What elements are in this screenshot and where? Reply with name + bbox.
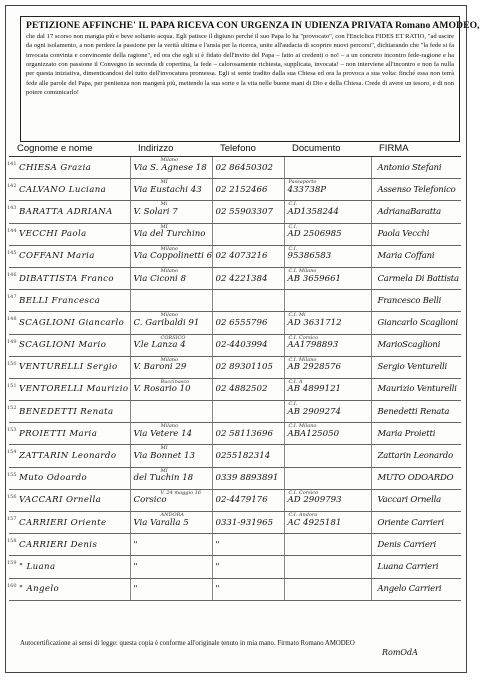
phone-cell [212, 179, 284, 201]
table-row [9, 467, 461, 489]
name-cell [9, 534, 130, 556]
table-row [9, 378, 461, 400]
signature-cell [371, 356, 461, 378]
document-number [285, 473, 288, 483]
signer-name: BENEDETTI Renata [19, 406, 114, 417]
row-number: 141 [7, 161, 17, 167]
table-row [9, 267, 461, 289]
signature-table [9, 142, 461, 601]
address-cell [130, 423, 212, 445]
column-header: FIRMA [371, 142, 461, 157]
signer-name: CARRIERI Denis [19, 539, 98, 550]
table-row [9, 423, 461, 445]
document-cell [284, 423, 371, 445]
signature-cell [371, 578, 461, 600]
document-number: 95386583 [287, 251, 332, 262]
signer-name: BELLI Francesca [19, 295, 101, 306]
address-street: " [133, 561, 138, 572]
phone-number: 02 4221384 [215, 273, 268, 284]
name-cell [9, 445, 130, 467]
address-street: Via Eustachi 43 [133, 184, 202, 195]
phone-number: 02-4479176 [215, 495, 268, 506]
phone-cell [212, 245, 284, 267]
name-cell [9, 201, 130, 223]
handwritten-signature: Assenso Telefonico [377, 184, 456, 195]
row-number: 158 [7, 538, 17, 545]
phone-cell [212, 334, 284, 356]
phone-number: 0331-931965 [215, 517, 274, 528]
table-row [9, 578, 461, 600]
phone-number: 02 4073216 [215, 251, 268, 262]
address-street: Via Ciconi 8 [133, 273, 186, 284]
row-number: 150 [7, 360, 17, 367]
signature-cell [371, 378, 461, 400]
row-number: 144 [7, 227, 17, 234]
document-cell [284, 467, 371, 489]
name-cell [9, 312, 130, 334]
handwritten-signature: Francesco Belli [377, 295, 442, 306]
document-number: AC 4925181 [287, 517, 342, 528]
document-cell [284, 312, 371, 334]
phone-number: 0255182314 [215, 451, 271, 462]
row-number: 143 [7, 205, 17, 212]
address-street: Via S. Agnese 18 [133, 162, 207, 173]
handwritten-signature: Vaccari Ornella [377, 495, 442, 506]
name-cell [9, 556, 130, 578]
signer-name: " Luana [19, 561, 56, 572]
row-number: 155 [7, 471, 17, 478]
document-number [285, 562, 288, 572]
handwritten-signature: Paola Vecchi [377, 229, 430, 240]
footer-signature: RomOdA [382, 648, 418, 657]
handwritten-signature: Oriente Carrieri [377, 517, 444, 528]
table-row [9, 245, 461, 267]
phone-cell [212, 467, 284, 489]
signer-name: Muto Odoardo [19, 473, 88, 484]
address-street: " [133, 584, 138, 595]
address-cell [130, 401, 212, 423]
row-number: 147 [7, 294, 17, 301]
row-number: 145 [7, 249, 17, 256]
table-row [9, 179, 461, 201]
address-cell [130, 489, 212, 511]
table-header-row [9, 142, 461, 157]
signer-name: " Angelo [19, 584, 60, 595]
document-cell [284, 290, 371, 312]
address-city: Milano [160, 423, 179, 430]
column-header: Documento [284, 142, 371, 157]
table-row [9, 445, 461, 467]
document-number: AD1358244 [287, 206, 339, 217]
phone-cell [212, 201, 284, 223]
name-cell [9, 489, 130, 511]
signature-cell [371, 201, 461, 223]
signer-name: SCAGLIONI Mario [19, 340, 107, 351]
address-street: Via Vetere 14 [133, 428, 193, 439]
name-cell [9, 290, 130, 312]
phone-cell [212, 534, 284, 556]
document-cell [284, 245, 371, 267]
signer-name: DIBATTISTA Franco [19, 273, 114, 284]
address-street: V. Solari 7 [133, 206, 178, 217]
document-type: C.I. Corsico [288, 489, 319, 496]
phone-number [213, 407, 216, 417]
address-city: MI [160, 467, 168, 474]
handwritten-signature: MUTO ODOARDO [377, 473, 454, 484]
document-number [285, 163, 288, 173]
address-city: MI [160, 445, 168, 452]
handwritten-signature: Angelo Carrieri [377, 584, 442, 595]
address-street: V.le Lanza 4 [133, 340, 186, 351]
signer-name: CHIESA Grazia [19, 162, 92, 173]
address-cell [130, 512, 212, 534]
address-cell [130, 201, 212, 223]
table-row [9, 512, 461, 534]
document-number: AD 2506985 [287, 229, 342, 240]
address-cell [130, 245, 212, 267]
handwritten-signature: Antonio Stefani [377, 162, 442, 173]
document-number: AD 2909793 [287, 495, 342, 506]
name-cell [9, 157, 130, 179]
address-street: " [133, 539, 138, 550]
document-cell [284, 445, 371, 467]
document-type: C.I. Milano [288, 356, 317, 363]
address-street: del Tuchin 18 [133, 473, 194, 484]
signature-cell [371, 423, 461, 445]
column-header: Indirizzo [130, 142, 212, 157]
phone-number: " [215, 561, 220, 572]
row-number: 142 [7, 183, 17, 190]
phone-cell [212, 556, 284, 578]
row-number: 148 [7, 316, 17, 323]
address-city: CORSICO [160, 334, 186, 341]
address-cell [130, 334, 212, 356]
phone-cell [212, 223, 284, 245]
document-cell [284, 223, 371, 245]
document-number [285, 540, 288, 550]
document-type: C.I. A [288, 378, 303, 385]
column-header: Telefono [212, 142, 284, 157]
row-number: 146 [7, 271, 17, 278]
name-cell [9, 245, 130, 267]
handwritten-signature: Denis Carrieri [377, 539, 437, 550]
signer-name: CARRIERI Oriente [19, 517, 107, 528]
address-cell [130, 534, 212, 556]
table-row [9, 223, 461, 245]
phone-cell [212, 489, 284, 511]
document-number: AD 3631712 [287, 317, 342, 328]
document-number: 433738P [287, 184, 327, 195]
address-cell [130, 267, 212, 289]
handwritten-signature: AdrianaBaratta [377, 206, 442, 217]
phone-number: 02 86450302 [215, 162, 273, 173]
signature-cell [371, 312, 461, 334]
address-cell [130, 445, 212, 467]
signature-cell [371, 267, 461, 289]
signature-cell [371, 157, 461, 179]
signer-name: VECCHI Paola [19, 229, 87, 240]
phone-number: " [215, 539, 220, 550]
signature-cell [371, 223, 461, 245]
signature-cell [371, 534, 461, 556]
phone-number: " [215, 584, 220, 595]
document-cell [284, 534, 371, 556]
handwritten-signature: Sergio Venturelli [377, 362, 447, 373]
table-row [9, 157, 461, 179]
address-street: Via del Turchino [133, 229, 206, 240]
document-cell [284, 334, 371, 356]
address-city: Milano [160, 312, 179, 319]
handwritten-signature: Giancarlo Scaglioni [377, 317, 459, 328]
phone-cell [212, 290, 284, 312]
document-cell [284, 179, 371, 201]
address-city: V. 24 maggio 16 [160, 489, 202, 496]
signer-name: PROIETTI Maria [19, 428, 98, 439]
phone-number: 02 58113696 [215, 428, 273, 439]
handwritten-signature: Maurizio Venturelli [377, 384, 457, 395]
document-number: AB 2928576 [287, 362, 342, 373]
table-row [9, 356, 461, 378]
table-row [9, 201, 461, 223]
document-type: C.I. Andora [288, 512, 318, 518]
address-cell [130, 556, 212, 578]
address-cell [130, 467, 212, 489]
document-number: AB 3659661 [287, 273, 342, 284]
handwritten-signature: Carmela Di Battista [377, 273, 459, 284]
address-street [131, 296, 134, 306]
table-row [9, 334, 461, 356]
address-street: Corsico [133, 495, 167, 506]
phone-number [213, 229, 216, 239]
document-type: C.I. Mi [288, 312, 306, 319]
address-city: MI [160, 179, 168, 186]
phone-cell [212, 267, 284, 289]
document-type: C.I. Milano [288, 423, 317, 430]
address-cell [130, 223, 212, 245]
table-row [9, 534, 461, 556]
signature-cell [371, 245, 461, 267]
address-street [131, 407, 134, 417]
row-number: 160 [7, 582, 17, 589]
signer-name: VENTORELLI Maurizio [19, 384, 129, 395]
address-street: Via Varalla 5 [133, 517, 189, 528]
name-cell [9, 267, 130, 289]
address-city: Milano [160, 245, 179, 252]
handwritten-signature: Benedetti Renata [377, 406, 450, 417]
handwritten-signature: Maria Coffani [377, 251, 435, 262]
handwritten-signature: Maria Proietti [377, 428, 436, 439]
petition-title: PETIZIONE AFFINCHE' IL PAPA RICEVA CON URGENZA IN UDIENZA PRIVATA Romano AMODEO, [26, 20, 480, 31]
footer-note: Autocertificazione ai sensi di legge: questa copia è conforme all'originale tenuto in mia mano. Firmato Romano AMODEO [20, 640, 355, 647]
document-cell [284, 267, 371, 289]
signature-cell [371, 445, 461, 467]
table-row [9, 401, 461, 423]
phone-number: 02 89301105 [215, 362, 273, 373]
name-cell [9, 378, 130, 400]
document-type: C.I. [288, 245, 298, 252]
name-cell [9, 334, 130, 356]
name-cell [9, 512, 130, 534]
petition-text-box [20, 16, 480, 142]
signature-cell [371, 179, 461, 201]
document-cell [284, 578, 371, 600]
document-type: C.I. Milano [288, 267, 317, 274]
signer-name: SCAGLIONI Giancarlo [19, 317, 125, 328]
phone-number: 02 55903307 [215, 206, 273, 217]
row-number: 159 [7, 560, 17, 567]
phone-cell [212, 423, 284, 445]
document-type: C.I. Corsico [288, 334, 319, 341]
signature-cell [371, 467, 461, 489]
handwritten-signature: MarioScaglioni [377, 340, 441, 351]
document-number: ABA125050 [287, 428, 340, 439]
address-cell [130, 157, 212, 179]
phone-cell [212, 356, 284, 378]
address-city: Milano [160, 356, 179, 363]
name-cell [9, 179, 130, 201]
signer-name: CALVANO Luciana [19, 184, 107, 195]
phone-number: 0339 8893891 [215, 473, 279, 484]
row-number: 149 [7, 338, 17, 345]
phone-number: 02-4403994 [215, 340, 268, 351]
document-cell [284, 356, 371, 378]
phone-number: 02 2152466 [215, 184, 268, 195]
address-street: Via Bonnet 13 [133, 451, 195, 462]
address-street: C. Garibaldi 91 [133, 317, 200, 328]
phone-cell [212, 512, 284, 534]
name-cell [9, 223, 130, 245]
signature-cell [371, 489, 461, 511]
signer-name: COFFANI Maria [19, 251, 95, 262]
document-number [285, 584, 288, 594]
signature-cell [371, 512, 461, 534]
phone-cell [212, 157, 284, 179]
signer-name: BARATTA ADRIANA [19, 206, 113, 217]
handwritten-signature: Luana Carrieri [377, 561, 439, 572]
name-cell [9, 423, 130, 445]
document-type: C.I. [288, 401, 298, 408]
document-cell [284, 556, 371, 578]
phone-cell [212, 445, 284, 467]
document-cell [284, 401, 371, 423]
address-city: MI [160, 223, 168, 230]
address-city: ANDORA [160, 512, 184, 518]
name-cell [9, 401, 130, 423]
row-number: 152 [7, 405, 17, 412]
address-cell [130, 179, 212, 201]
petition-body: che dal 17 scorso non mangia più e beve soltanto acqua. Egli patisce il digiuno perché il suo Papa lo ha "provocato", con l'Enciclica FIDES ET RATIO, "ad uscire da ogni isolamento, a non perdere la passione per la verità ultima e l'ansia per la ricerca, unite all'audacia di scoprire nuovi percorsi", dichiarando che "la fede si fa invocata convinta e convincente della ragione", ed ora che egli si è fidato dell'invito del Papa – fatto ai credenti o no! – a un concreto incontro fede-ragione e ha organizzato con passione il Convegno in seconda di copertina, la fede – calorosamente richiesta, supplicata, invocata! – non interviene all'incontro e non fa nulla per questa iniziativa, dimenticandosi del tutto dell'invocatura promessa. Egli si sente tradito dalla sua Chiesa ed ora la provoca a sua volta: finché essa non terrà fede alle parole del Papa, per penitenza non mangerà più, mettendo la sua sorte e la vita nelle buone mani di Dio e della Chiesa. Crede di avere un tesoro, e di non potere comunicarlo! [26, 33, 454, 97]
signature-cell [371, 401, 461, 423]
name-cell [9, 467, 130, 489]
address-cell [130, 356, 212, 378]
row-number: 154 [7, 449, 17, 456]
row-number: 153 [7, 427, 17, 434]
phone-cell [212, 378, 284, 400]
row-number: 151 [7, 382, 17, 389]
name-cell [9, 578, 130, 600]
phone-cell [212, 578, 284, 600]
address-city: Milano [160, 157, 179, 163]
address-street: V. Baroni 29 [133, 362, 187, 373]
document-type: C.I. [288, 223, 298, 230]
name-cell [9, 356, 130, 378]
table-row [9, 312, 461, 334]
address-street: V. Rosario 10 [133, 384, 191, 395]
address-street: Via Coppolinetti 6 [133, 251, 213, 262]
document-number [285, 451, 288, 461]
document-number [285, 296, 288, 306]
phone-number: 02 6555796 [215, 317, 268, 328]
document-number: AB 2909274 [287, 406, 342, 417]
table-row [9, 556, 461, 578]
table-row [9, 489, 461, 511]
address-cell [130, 578, 212, 600]
signature-cell [371, 334, 461, 356]
document-cell [284, 201, 371, 223]
signer-name: VENTURELLI Sergio [19, 362, 118, 373]
signature-cell [371, 290, 461, 312]
document-type: C.I. [288, 201, 298, 208]
address-cell [130, 312, 212, 334]
signature-cell [371, 556, 461, 578]
document-cell [284, 378, 371, 400]
column-header: Cognome e nome [9, 142, 130, 157]
phone-number [213, 296, 216, 306]
address-city: Milano [160, 267, 179, 274]
phone-number: 02 4882502 [215, 384, 268, 395]
signer-name: VACCARI Ornella [19, 495, 102, 506]
table-row [9, 290, 461, 312]
signer-name: ZATTARIN Leonardo [19, 451, 117, 462]
row-number: 156 [7, 493, 17, 500]
document-cell [284, 157, 371, 179]
handwritten-signature: Zattarin Leonardo [377, 451, 453, 462]
address-city: Buccinasco [160, 378, 190, 385]
address-cell [130, 378, 212, 400]
document-type: Passaporto [288, 179, 317, 186]
document-cell [284, 512, 371, 534]
phone-cell [212, 312, 284, 334]
document-number: AA1798893 [287, 340, 339, 351]
document-cell [284, 489, 371, 511]
address-city: Mi [160, 201, 168, 208]
row-number: 157 [7, 516, 17, 522]
phone-cell [212, 401, 284, 423]
document-number: AB 4899121 [287, 384, 342, 395]
address-cell [130, 290, 212, 312]
